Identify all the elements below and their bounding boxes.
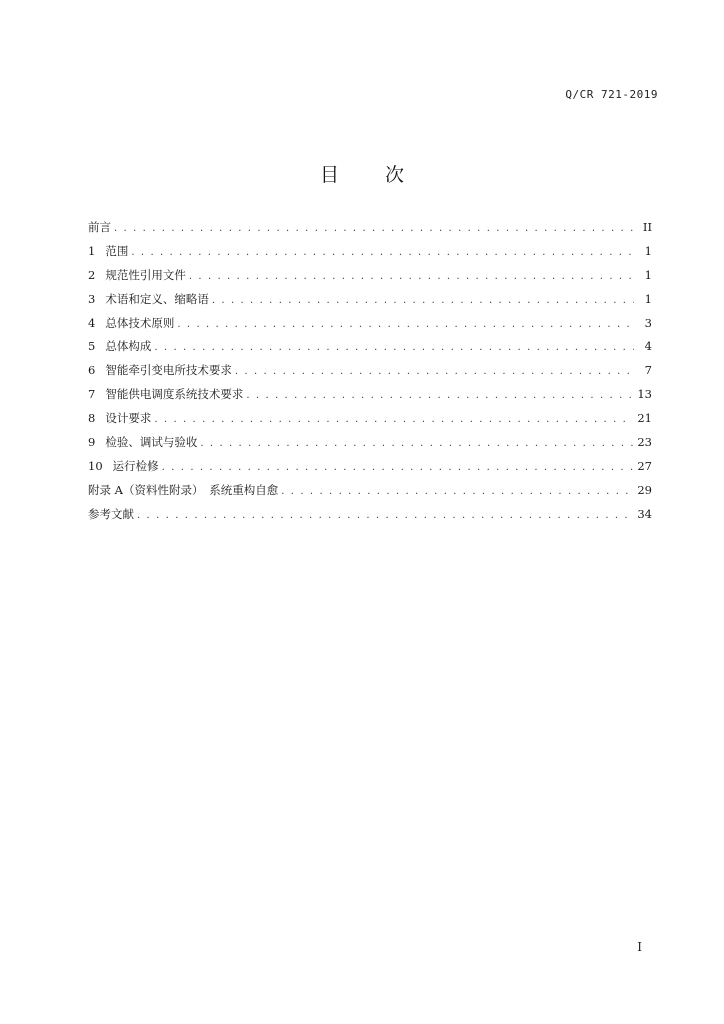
- toc-dot-leader: [200, 438, 633, 449]
- toc-dot-leader: [154, 342, 634, 353]
- toc-entry-dispatch-requirements[interactable]: [88, 386, 652, 410]
- toc-entry-substation-requirements[interactable]: [88, 362, 652, 386]
- toc-entry-title: 设计要求: [105, 411, 152, 426]
- toc-page-number: 29: [637, 482, 652, 497]
- toc-entry-title: 智能供电调度系统技术要求: [105, 387, 244, 402]
- toc-entry-appendix-a[interactable]: [88, 482, 652, 506]
- toc-entry-label: [88, 219, 114, 235]
- toc-entry-number: 10: [88, 458, 103, 473]
- toc-entry-title: 智能牵引变电所技术要求: [105, 363, 232, 378]
- toc-dot-leader: [131, 247, 634, 258]
- toc-page-number: 1: [644, 291, 652, 306]
- toc-page-number: 1: [644, 267, 652, 282]
- page-number: I: [637, 940, 642, 954]
- toc-entry-title: 规范性引用文件: [105, 267, 186, 282]
- toc-entry-normative-references[interactable]: [88, 267, 652, 291]
- toc-entry-number: 9: [88, 435, 96, 450]
- toc-entry-number: 4: [88, 315, 96, 330]
- toc-title: 目 次: [319, 164, 425, 186]
- toc-entry-label: [88, 506, 137, 522]
- toc-dot-leader: [235, 366, 634, 377]
- toc-entry-title: 总体技术原则: [105, 315, 175, 330]
- toc-entry-title: 范围: [105, 243, 129, 258]
- toc-page-number: 1: [644, 243, 652, 258]
- toc-dot-leader: [114, 223, 634, 234]
- toc-page-number: 4: [644, 339, 652, 354]
- toc-dot-leader: [212, 295, 634, 306]
- toc-dot-leader: [281, 486, 633, 497]
- toc-entry-label: [88, 315, 177, 331]
- toc-entry-number: 8: [88, 411, 96, 426]
- toc-page-number: II: [642, 220, 652, 234]
- toc-entry-number: 3: [88, 291, 96, 306]
- toc-entry-label: [88, 482, 281, 498]
- toc-entry-inspection-acceptance[interactable]: [88, 434, 652, 458]
- toc-page-number: 13: [637, 387, 652, 402]
- toc-entry-label: [88, 291, 212, 307]
- toc-entry-label: [88, 410, 154, 426]
- toc-entry-title: 参考文献: [88, 506, 134, 521]
- toc-entry-number: 7: [88, 387, 96, 402]
- toc-entry-scope[interactable]: [88, 243, 652, 267]
- toc-entry-title: 运行检修: [112, 458, 159, 473]
- toc-entry-number: 6: [88, 363, 96, 378]
- toc-entry-label: [88, 458, 162, 474]
- toc-entry-bibliography[interactable]: [88, 506, 652, 530]
- toc-entry-terms-definitions[interactable]: [88, 291, 652, 315]
- toc-entry-title: 术语和定义、缩略语: [105, 291, 209, 306]
- toc-entry-preface[interactable]: [88, 219, 652, 243]
- table-of-contents: [88, 219, 652, 530]
- toc-dot-leader: [154, 414, 633, 425]
- toc-entry-operation-maintenance[interactable]: [88, 458, 652, 482]
- toc-entry-label: [88, 434, 200, 450]
- toc-page-number: 21: [637, 411, 652, 426]
- toc-dot-leader: [189, 271, 634, 282]
- toc-page-number: 3: [644, 315, 652, 330]
- toc-entry-number: 1: [88, 243, 96, 258]
- toc-dot-leader: [137, 510, 633, 521]
- toc-entry-design-requirements[interactable]: [88, 410, 652, 434]
- toc-page-number: 27: [637, 458, 652, 473]
- toc-page-number: 34: [637, 506, 652, 521]
- toc-entry-number: 5: [88, 339, 96, 354]
- toc-entry-title: 总体构成: [105, 339, 152, 354]
- toc-entry-general-composition[interactable]: [88, 338, 652, 362]
- toc-entry-label: [88, 386, 246, 402]
- toc-entry-number: 2: [88, 267, 96, 282]
- toc-dot-leader: [246, 390, 633, 401]
- toc-entry-title: 检验、调试与验收: [105, 435, 198, 450]
- toc-entry-label: [88, 338, 154, 354]
- toc-entry-label: [88, 362, 235, 378]
- toc-dot-leader: [177, 319, 634, 330]
- toc-entry-title: 附录 A（资料性附录） 系统重构自愈: [88, 482, 279, 497]
- toc-entry-title: 前言: [88, 220, 111, 234]
- toc-page-number: 7: [644, 363, 652, 378]
- toc-entry-label: [88, 267, 189, 283]
- document-code: Q/CR 721-2019: [565, 88, 658, 101]
- toc-entry-label: [88, 243, 131, 259]
- toc-dot-leader: [162, 462, 634, 473]
- toc-entry-general-principles[interactable]: [88, 315, 652, 339]
- toc-page-number: 23: [637, 435, 652, 450]
